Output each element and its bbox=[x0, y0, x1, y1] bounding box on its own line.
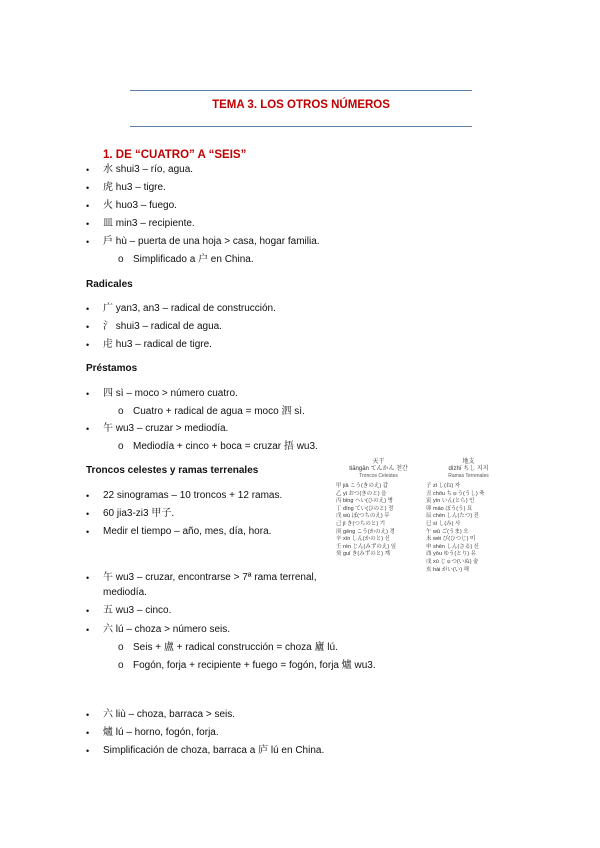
branches-title: 地支 bbox=[462, 459, 475, 465]
list-item: 六 lú – choza > número seis. bbox=[103, 624, 231, 635]
stem-item: 庚 gēng こう(かのえ) 경 bbox=[336, 528, 395, 535]
stem-item: 丙 bǐng へい(ひのえ) 병 bbox=[336, 498, 393, 505]
list-item: 午 wu3 – cruzar, encontrarse > 7ª rama terrenal, bbox=[103, 572, 317, 583]
bullet: • bbox=[86, 509, 90, 519]
stems-label: Troncos Celestes bbox=[359, 473, 398, 479]
list-item: 60 jia3-zi3 甲子. bbox=[103, 508, 175, 519]
stem-item: 乙 yǐ おつ(きのと) 을 bbox=[336, 490, 387, 497]
list-item: 戶 hù – puerta de una hoja > casa, hogar familia. bbox=[103, 236, 320, 247]
list-item: Simplificación de choza, barraca a 庐 lú en China. bbox=[103, 745, 325, 756]
list-item: 水 shui3 – río, agua. bbox=[103, 164, 194, 175]
bullet: • bbox=[86, 389, 90, 399]
stems-column bbox=[336, 459, 421, 559]
branch-item: 丑 chǒu ちゅう(うし) 축 bbox=[426, 490, 485, 497]
bullet: • bbox=[86, 237, 90, 247]
bullet: • bbox=[86, 573, 90, 583]
branch-item: 戌 xū じゅつ(いぬ) 술 bbox=[426, 558, 479, 565]
bullet: • bbox=[86, 710, 90, 720]
sub-list-item: Simplificado a 户 en China. bbox=[133, 254, 254, 265]
branch-item: 辰 chén しん(たつ) 진 bbox=[426, 513, 479, 520]
stems-branches-figure bbox=[336, 459, 516, 609]
bullet: • bbox=[86, 322, 90, 332]
bullet: • bbox=[86, 625, 90, 635]
list-item: 22 sinogramas – 10 troncos + 12 ramas. bbox=[103, 490, 283, 501]
list-item-continuation: mediodía. bbox=[103, 587, 147, 598]
sub-bullet: o bbox=[118, 441, 124, 452]
sub-bullet: o bbox=[118, 642, 124, 653]
stem-item: 辛 xīn しん(かのと) 신 bbox=[336, 536, 390, 543]
branch-item: 未 wèi び(ひつじ) 미 bbox=[426, 536, 476, 543]
page-title: TEMA 3. LOS OTROS NÚMEROS bbox=[212, 99, 390, 111]
sub-list-item: Cuatro + radical de agua = moco 泗 sì. bbox=[133, 406, 305, 417]
branch-item: 子 zǐ し(ね) 자 bbox=[426, 483, 461, 489]
branches-label: Ramas Terrenales bbox=[448, 473, 489, 479]
stem-item: 丁 dīng てい(ひのと) 정 bbox=[336, 505, 394, 512]
bullet: • bbox=[86, 219, 90, 229]
subheading-troncos: Troncos celestes y ramas terrenales bbox=[86, 465, 259, 476]
list-item: Medir el tiempo – año, mes, día, hora. bbox=[103, 526, 272, 537]
stem-item: 壬 rén じん(みずのえ) 임 bbox=[336, 543, 397, 550]
list-item: 爐 lú – horno, fogón, forja. bbox=[103, 727, 219, 738]
bullet: • bbox=[86, 165, 90, 175]
branches-column bbox=[426, 459, 511, 574]
bullet: • bbox=[86, 201, 90, 211]
list-item: 氵 shui3 – radical de agua. bbox=[103, 321, 222, 332]
branch-item: 申 shēn しん(さる) 신 bbox=[426, 543, 479, 550]
bullet: • bbox=[86, 728, 90, 738]
stems-title: 天干 bbox=[372, 459, 385, 465]
title-underline bbox=[130, 126, 472, 127]
branch-item: 寅 yín いん(とら) 인 bbox=[426, 498, 475, 505]
bullet: • bbox=[86, 183, 90, 193]
list-item: 五 wu3 – cinco. bbox=[103, 605, 172, 616]
stems-pinyin: tiāngān てんかん 천간 bbox=[349, 466, 408, 472]
subheading-prestamos: Préstamos bbox=[86, 363, 138, 374]
stem-item: 癸 guǐ き(みずのと) 계 bbox=[336, 551, 390, 558]
bullet: • bbox=[86, 340, 90, 350]
stem-item: 甲 jiǎ こう(きのえ) 갑 bbox=[336, 483, 389, 489]
branch-item: 午 wǔ ご(うま) 오 bbox=[426, 528, 469, 535]
section-heading: 1. DE “CUATRO” A “SEIS” bbox=[103, 149, 247, 161]
sub-bullet: o bbox=[118, 406, 124, 417]
bullet: • bbox=[86, 491, 90, 501]
list-item: 六 liù – choza, barraca > seis. bbox=[103, 709, 236, 720]
subheading-radicales: Radicales bbox=[86, 279, 133, 290]
branch-item: 亥 hài がい(い) 해 bbox=[426, 566, 469, 573]
bullet: • bbox=[86, 527, 90, 537]
top-rule bbox=[130, 90, 472, 91]
bullet: • bbox=[86, 304, 90, 314]
list-item: 皿 min3 – recipiente. bbox=[103, 218, 195, 229]
bullet: • bbox=[86, 606, 90, 616]
stem-item: 戊 wù ぼ(つちのえ) 무 bbox=[336, 513, 390, 520]
branches-pinyin: dìzhī ちし 지지 bbox=[448, 466, 489, 472]
sub-list-item: Fogón, forja + recipiente + fuego = fogón, forja 爐 wu3. bbox=[133, 660, 376, 671]
sub-list-item: Mediodía + cinco + boca = cruzar 捂 wu3. bbox=[133, 441, 318, 452]
sub-bullet: o bbox=[118, 254, 124, 265]
list-item: 虎 hu3 – tigre. bbox=[103, 182, 166, 193]
branch-item: 巳 sì し(み) 사 bbox=[426, 520, 461, 527]
list-item: 火 huo3 – fuego. bbox=[103, 200, 177, 211]
stem-item: 己 jǐ き(つちのと) 기 bbox=[336, 520, 386, 527]
sub-bullet: o bbox=[118, 660, 124, 671]
sub-list-item: Seis + 盧 + radical construcción = choza 廬 lú. bbox=[133, 642, 338, 653]
bullet: • bbox=[86, 746, 90, 756]
bullet: • bbox=[86, 424, 90, 434]
list-item: 午 wu3 – cruzar > mediodía. bbox=[103, 423, 229, 434]
list-item: 四 sì – moco > número cuatro. bbox=[103, 388, 238, 399]
list-item: 广 yan3, an3 – radical de construcción. bbox=[103, 303, 276, 314]
branch-item: 酉 yǒu ゆう(とり) 유 bbox=[426, 551, 476, 558]
list-item: 虍 hu3 – radical de tigre. bbox=[103, 339, 212, 350]
branch-item: 卯 mǎo ぼう(う) 묘 bbox=[426, 505, 473, 512]
